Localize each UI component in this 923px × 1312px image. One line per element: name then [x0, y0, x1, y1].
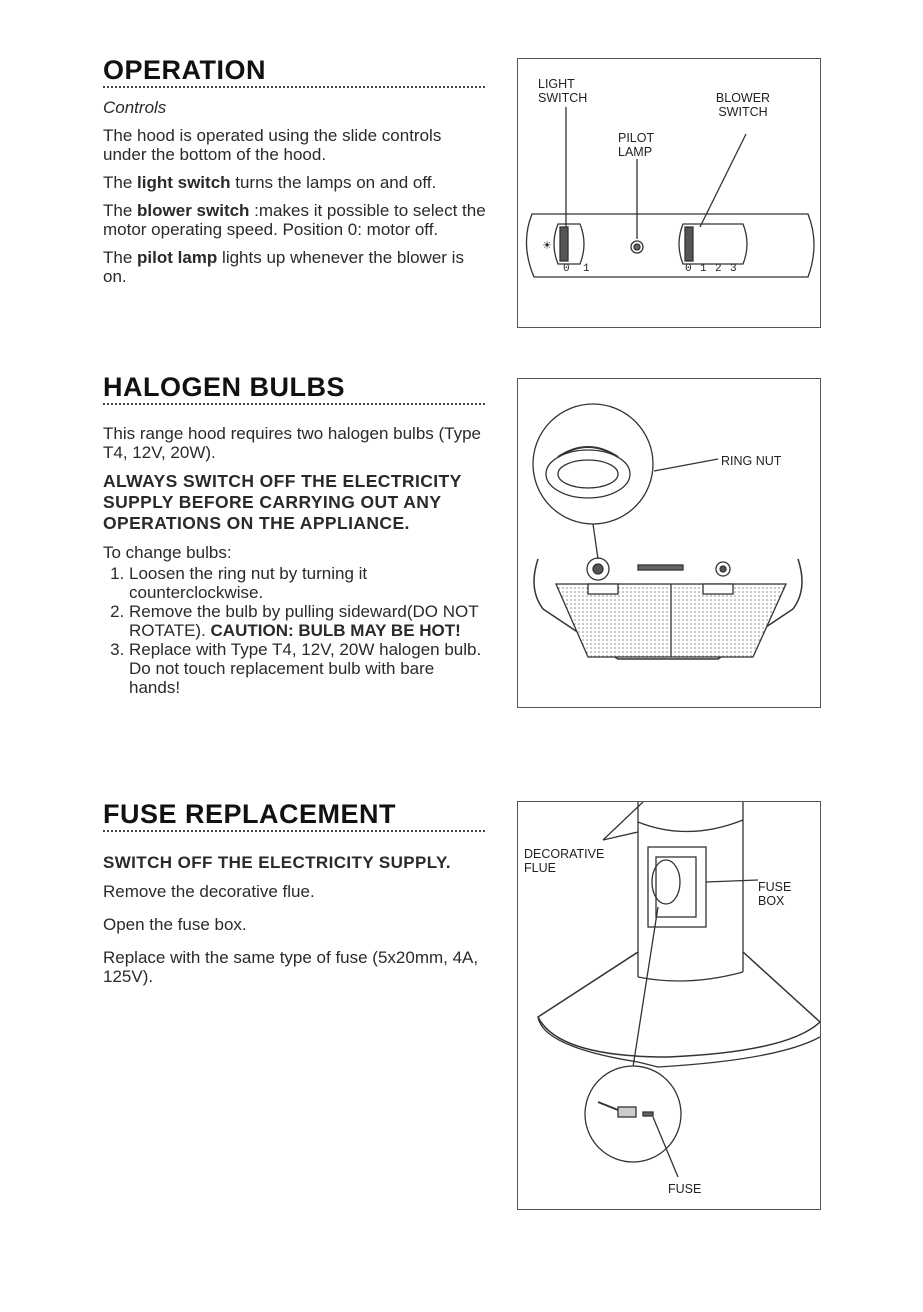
halogen-step-1: 1. Loosen the ring nut by turning it counterclockwise. [129, 564, 489, 602]
operation-text [103, 98, 489, 295]
blower-position-3: 3 [730, 263, 737, 275]
halogen-intro: To change bulbs: [103, 543, 232, 562]
halogen-step-3: 3. Replace with Type T4, 12V, 20W halogen bulb. Do not touch replacement bulb with bare hands! [129, 640, 489, 697]
sun-icon: ☀ [542, 240, 552, 252]
controls-subheading: Controls [103, 98, 167, 117]
fuse-label: FUSE [668, 1182, 702, 1196]
operation-heading: OPERATION [103, 56, 485, 88]
light-position-0: 0 [563, 263, 570, 275]
controls-figure [517, 58, 821, 328]
light-position-1: 1 [583, 263, 590, 275]
light-switch-term: light switch [137, 173, 231, 192]
fuse-paragraph-1: Remove the decorative flue. [103, 882, 315, 901]
pilot-lamp-label: PILOT LAMP [618, 131, 654, 159]
halogen-heading: HALOGEN BULBS [103, 373, 485, 405]
halogen-step-2: 2. Remove the bulb by pulling sideward(DO NOT ROTATE). CAUTION: BULB MAY BE HOT! [129, 602, 489, 640]
halogen-steps [103, 564, 489, 697]
halogen-warning: ALWAYS SWITCH OFF THE ELECTRICITY SUPPLY BEFORE CARRYING OUT ANY OPERATIONS ON THE APPLIANCE. [103, 471, 462, 533]
blower-position-0: 0 [685, 263, 692, 275]
fuse-box-label: FUSE BOX [758, 880, 792, 908]
fuse-text [103, 852, 489, 995]
ring-nut-label: RING NUT [721, 454, 782, 468]
halogen-paragraph-1: This range hood requires two halogen bulbs (Type T4, 12V, 20W). [103, 424, 482, 462]
operation-paragraph-1: The hood is operated using the slide controls under the bottom of the hood. [103, 126, 442, 164]
halogen-diagram [518, 379, 820, 707]
light-switch-label: LIGHT SWITCH [538, 77, 588, 105]
fuse-heading: FUSE REPLACEMENT [103, 800, 485, 832]
fuse-figure [517, 801, 821, 1210]
blower-switch-term: blower switch [137, 201, 250, 220]
blower-position-1: 1 [700, 263, 707, 275]
caution-text: CAUTION: BULB MAY BE HOT! [210, 621, 461, 640]
fuse-paragraph-3: Replace with the same type of fuse (5x20mm, 4A, 125V). [103, 948, 479, 986]
operation-paragraph-3: The blower switch :makes it possible to select the motor operating speed. Position 0: motor off. [103, 201, 486, 239]
blower-position-2: 2 [715, 263, 722, 275]
decorative-flue-label: DECORATIVE FLUE [524, 847, 605, 875]
fuse-warning: SWITCH OFF THE ELECTRICITY SUPPLY. [103, 853, 451, 872]
blower-switch-label: BLOWER SWITCH [715, 91, 771, 119]
halogen-text [103, 424, 489, 697]
operation-paragraph-2: The light switch turns the lamps on and off. [103, 173, 437, 192]
halogen-figure [517, 378, 821, 708]
fuse-paragraph-2: Open the fuse box. [103, 915, 247, 934]
pilot-lamp-term: pilot lamp [137, 248, 218, 267]
operation-paragraph-4: The pilot lamp lights up whenever the blower is on. [103, 248, 464, 286]
